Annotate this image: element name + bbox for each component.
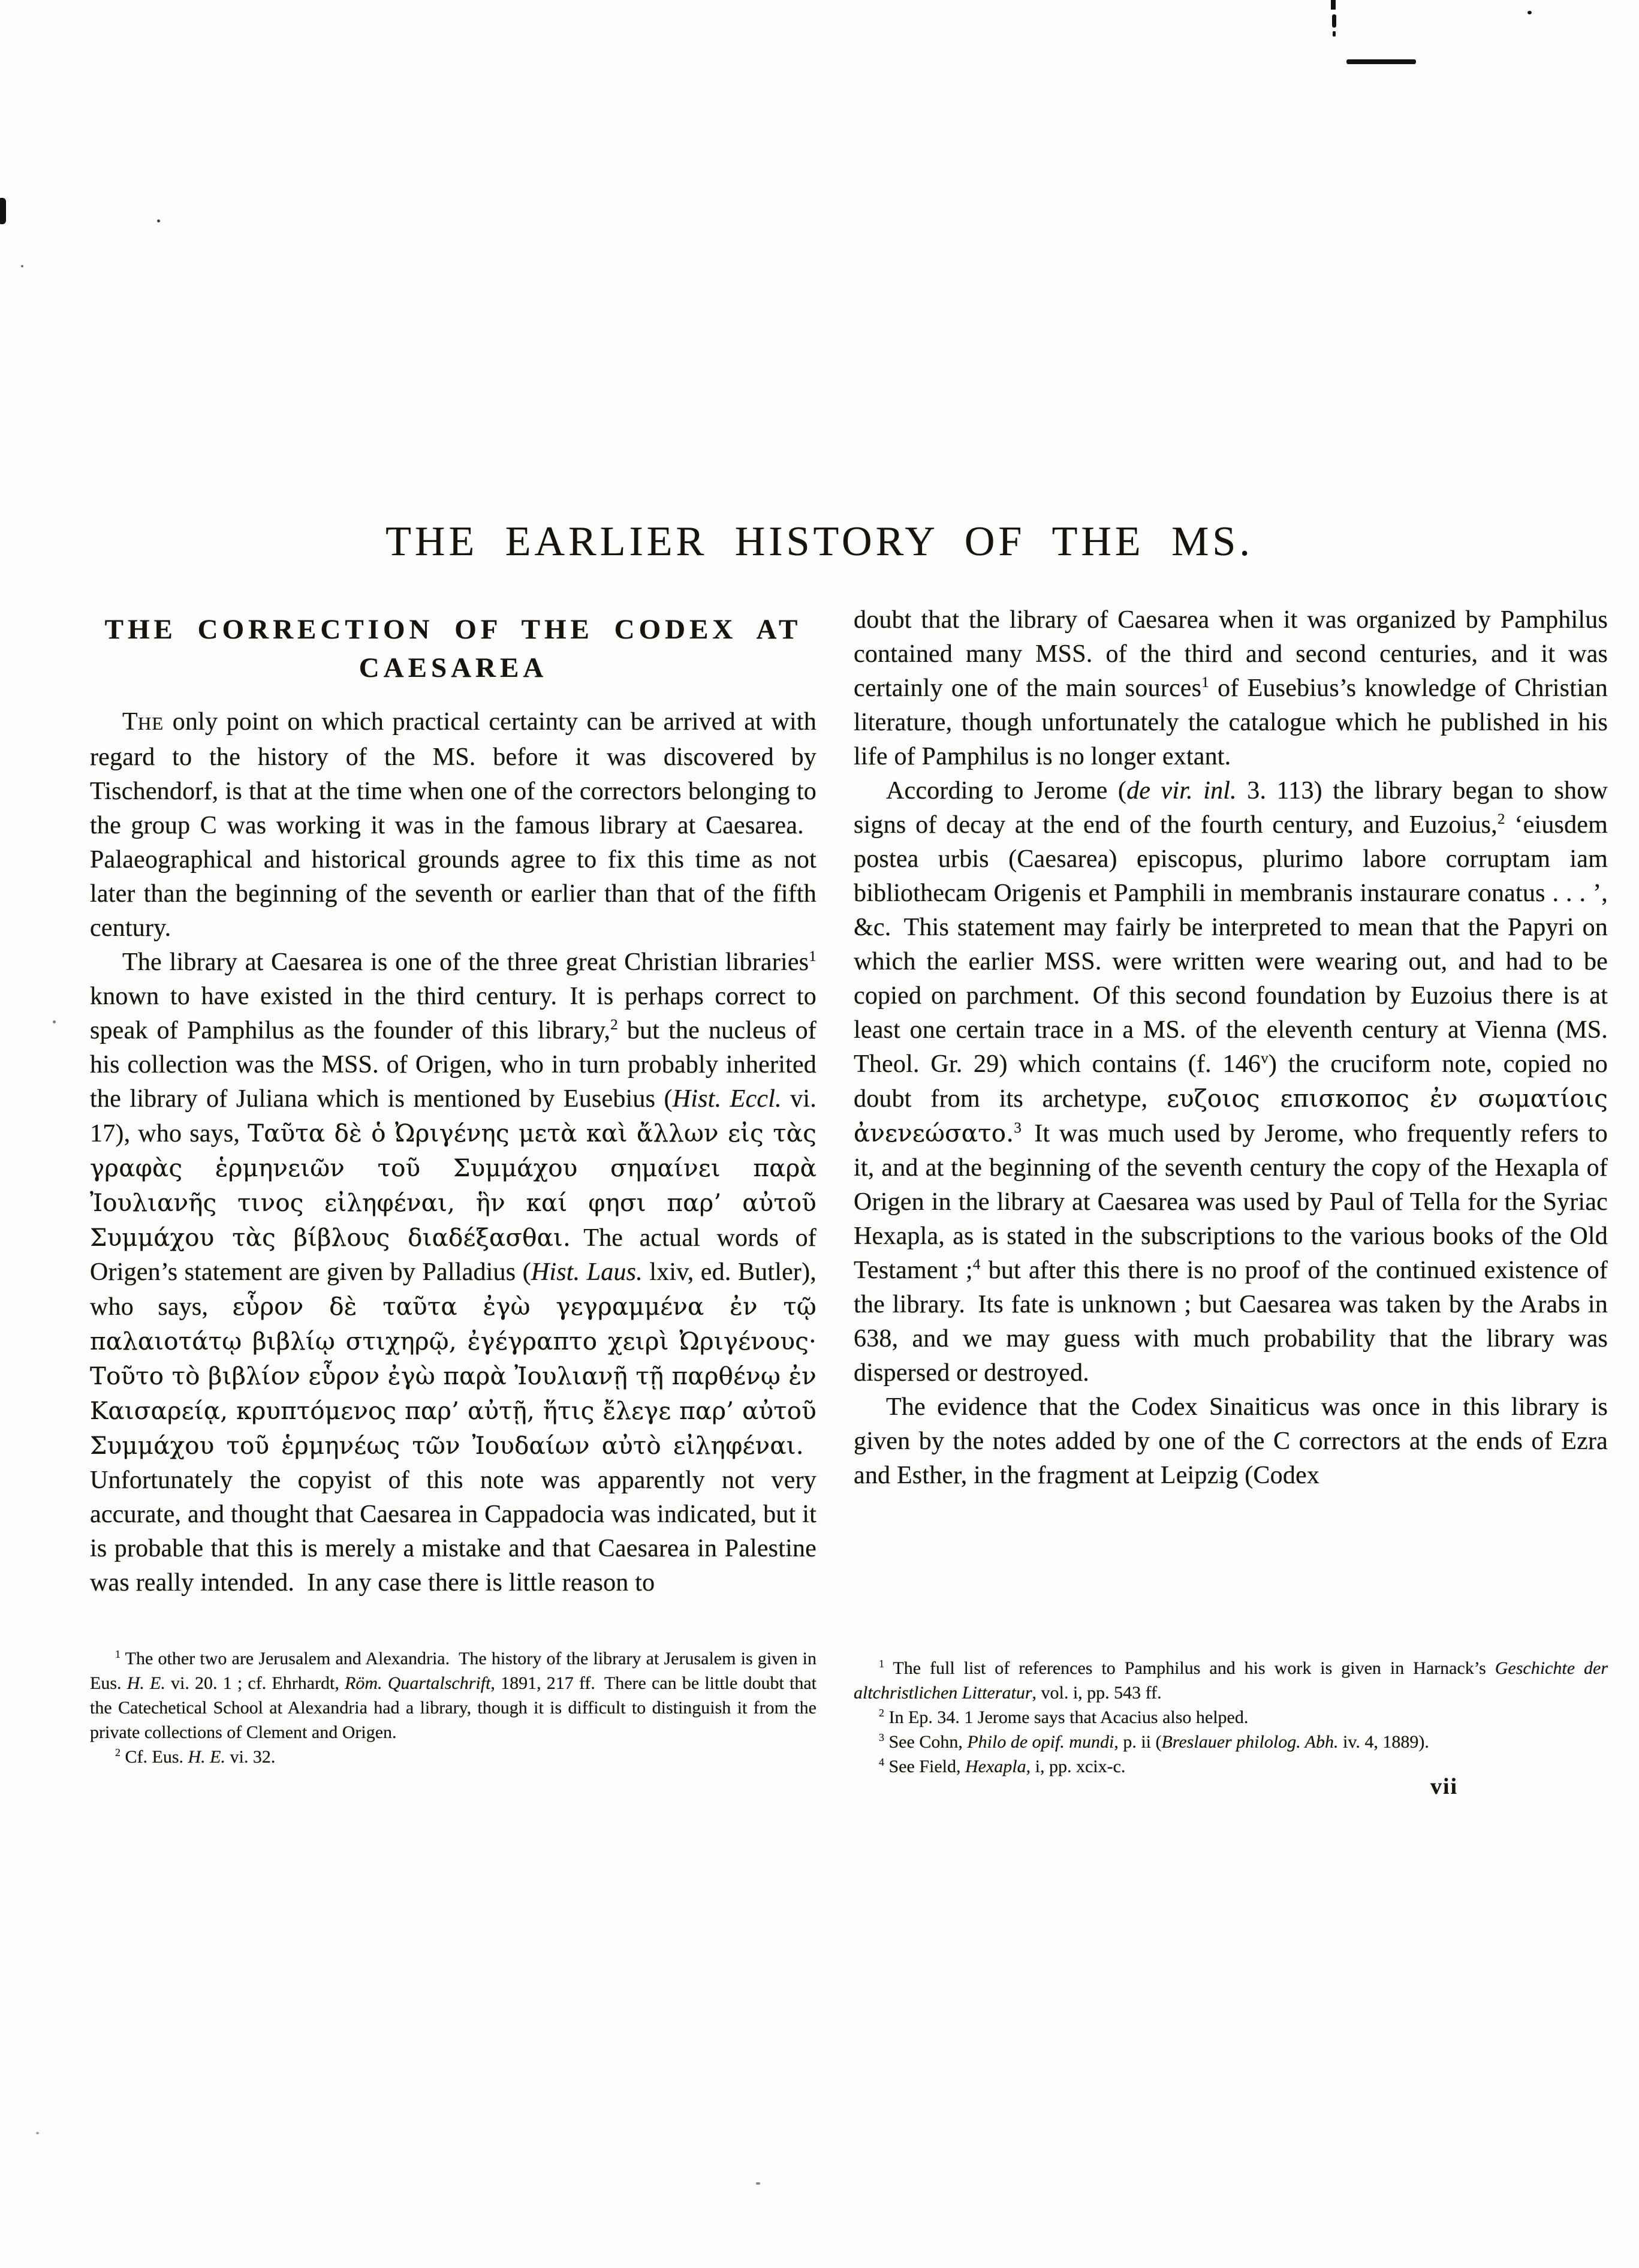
section-heading-line1: THE CORRECTION OF THE CODEX AT <box>104 614 802 645</box>
paragraph-correction-intro: THE only point on which practical certainty can be arrived at with regard to the history of the MS. before it was discovered by Tischendorf, is that at the time when one of the correctors belonging to the group C was working it was in the famous library at Caesarea. Palaeographical and historical grounds agree to fix this time as not later than the beginning of the seventh or earlier than that of the fifth century. <box>90 708 817 942</box>
scan-artifact-dash <box>1333 31 1336 37</box>
left-footnotes <box>90 1646 817 1769</box>
right-column <box>854 603 1608 1493</box>
page-title: THE EARLIER HISTORY OF THE MS. <box>385 519 1254 565</box>
scan-artifact-speck <box>53 1020 56 1023</box>
scan-artifact-speck <box>756 2182 760 2185</box>
scan-artifact-speck <box>21 265 23 267</box>
footnote-2: $^2$ In Ep. 34. 1 Jerome says that Acacius also helped. <box>879 1707 1249 1727</box>
scan-artifact-dash <box>1332 14 1336 28</box>
footnote-4: $^4$ See Field, Hexapla, i, pp. xcix-c. <box>879 1756 1126 1776</box>
section-heading-line2: CAESAREA <box>358 652 548 683</box>
paragraph-codex-evidence: The evidence that the Codex Sinaiticus was once in this library is given by the notes added by one of the C correctors at the ends of Ezra and Esther, in the fragment at Leipzig (Codex <box>854 1393 1608 1489</box>
scan-artifact-line <box>1346 59 1416 64</box>
paragraph-library-origins: The library at Caesarea is one of the three great Christian libraries$^1$ known to have existed in the third century. It is perhaps correct to speak of Pamphilus as the founder of this library,$^2$ but the nucleus of his collection was the MSS. of Origen, who in turn probably inherited the library of Juliana which is mentioned by Eusebius (Hist. Eccl. vi. 17), who says, Ταῦτα δὲ ὁ Ὠριγένης μετὰ καὶ ἄλλων εἰς τὰς γραφὰς ἑρμηνειῶν τοῦ Συμμάχου σημαίνει παρὰ Ἰουλιανῆς τινος εἰληφέναι, ἣν καί φησι παρ’ αὐτοῦ Συμμάχου τὰς βίβλους διαδέξασθαι. The actual words of Origen’s statement are given by Palladius (Hist. Laus. lxiv, ed. Butler), who says, εὗρον δὲ ταῦτα ἐγὼ γεγραμμένα ἐν τῷ παλαιοτάτῳ βιβλίῳ στιχηρῷ, ἐγέγραπτο χειρὶ Ὠριγένους· Τοῦτο τὸ βιβλίον εὗρον ἐγὼ παρὰ Ἰουλιανῇ τῇ παρθένῳ ἐν Καισαρείᾳ, κρυπτόμενος παρ’ αὐτῇ, ἥτις ἔλεγε παρ’ αὐτοῦ Συμμάχου τοῦ ἑρμηνέως τῶν Ἰουδαίων αὐτὸ εἰληφέναι. Unfortunately the copyist of this note was apparently not very accurate, and thought that Caesarea in Cappadocia was indicated, but it is probable that this is merely a mistake and that Caesarea in Palestine was really intended. In any case there is little reason to <box>90 948 817 1597</box>
scan-artifact-speck <box>1527 11 1532 14</box>
scan-artifact-edge-mark <box>0 198 6 224</box>
scan-artifact-speck <box>36 2132 39 2134</box>
section-heading <box>90 610 817 687</box>
scan-artifact-dash <box>1331 0 1336 10</box>
footnote-2: $^2$ Cf. Eus. H. E. vi. 32. <box>115 1746 276 1767</box>
footnote-1: $^1$ The other two are Jerusalem and Alexandria. The history of the library at Jerusalem is given in Eus. H. E. vi. 20. 1 ; cf. Ehrhardt, Röm. Quartalschrift, 1891, 217 ff. There can be little doubt that the Catechetical School at Alexandria had a library, though it is difficult to distinguish it from the private collections of Clement and Origen. <box>90 1648 817 1742</box>
scan-artifact-speck <box>157 219 160 222</box>
paragraph-pamphilus-library: doubt that the library of Caesarea when it was organized by Pamphilus contained many MSS. of the third and second centuries, and it was certainly one of the main sources$^1$ of Eusebius’s knowledge of Christian literature, though unfortunately the catalogue which he published in his life of Pamphilus is no longer extant. <box>854 606 1608 770</box>
page-number: vii <box>1430 1774 1459 1799</box>
footnote-3: $^3$ See Cohn, Philo de opif. mundi, p. ii (Breslauer philolog. Abh. iv. 4, 1889). <box>879 1731 1429 1752</box>
left-column <box>90 610 817 1600</box>
right-footnotes <box>854 1656 1608 1779</box>
footnote-1: $^1$ The full list of references to Pamphilus and his work is given in Harnack’s Geschichte der altchristlichen Litteratur, vol. i, pp. 543 ff. <box>854 1658 1608 1703</box>
paragraph-jerome-euzoius: According to Jerome (de vir. inl. 3. 113) the library began to show signs of decay at the end of the fourth century, and Euzoius,$^2$ ‘eiusdem postea urbis (Caesarea) episcopus, plurimo labore corruptam iam bibliothecam Origenis et Pamphili in membranis instaurare conatus . . . ’, &c. This statement may fairly be interpreted to mean that the Papyri on which the earlier MSS. were written were wearing out, and had to be copied on parchment. Of this second foundation by Euzoius there is at least one certain trace in a MS. of the eleventh century at Vienna (MS. Theol. Gr. 29) which contains (f. 146$^v$) the cruciform note, copied no doubt from its archetype, ευζοιος επισκοπος ἐν σωματίοις ἀνενεώσατο.$^3$ It was much used by Jerome, who frequently refers to it, and at the beginning of the seventh century the copy of the Hexapla of Origen in the library at Caesarea was used by Paul of Tella for the Syriac Hexapla, as is stated in the subscriptions to the various books of the Old Testament ;$^4$ but after this there is no proof of the continued existence of the library. Its fate is unknown ; but Caesarea was taken by the Arabs in 638, and we may guess with much probability that the library was dispersed or destroyed. <box>854 777 1608 1387</box>
